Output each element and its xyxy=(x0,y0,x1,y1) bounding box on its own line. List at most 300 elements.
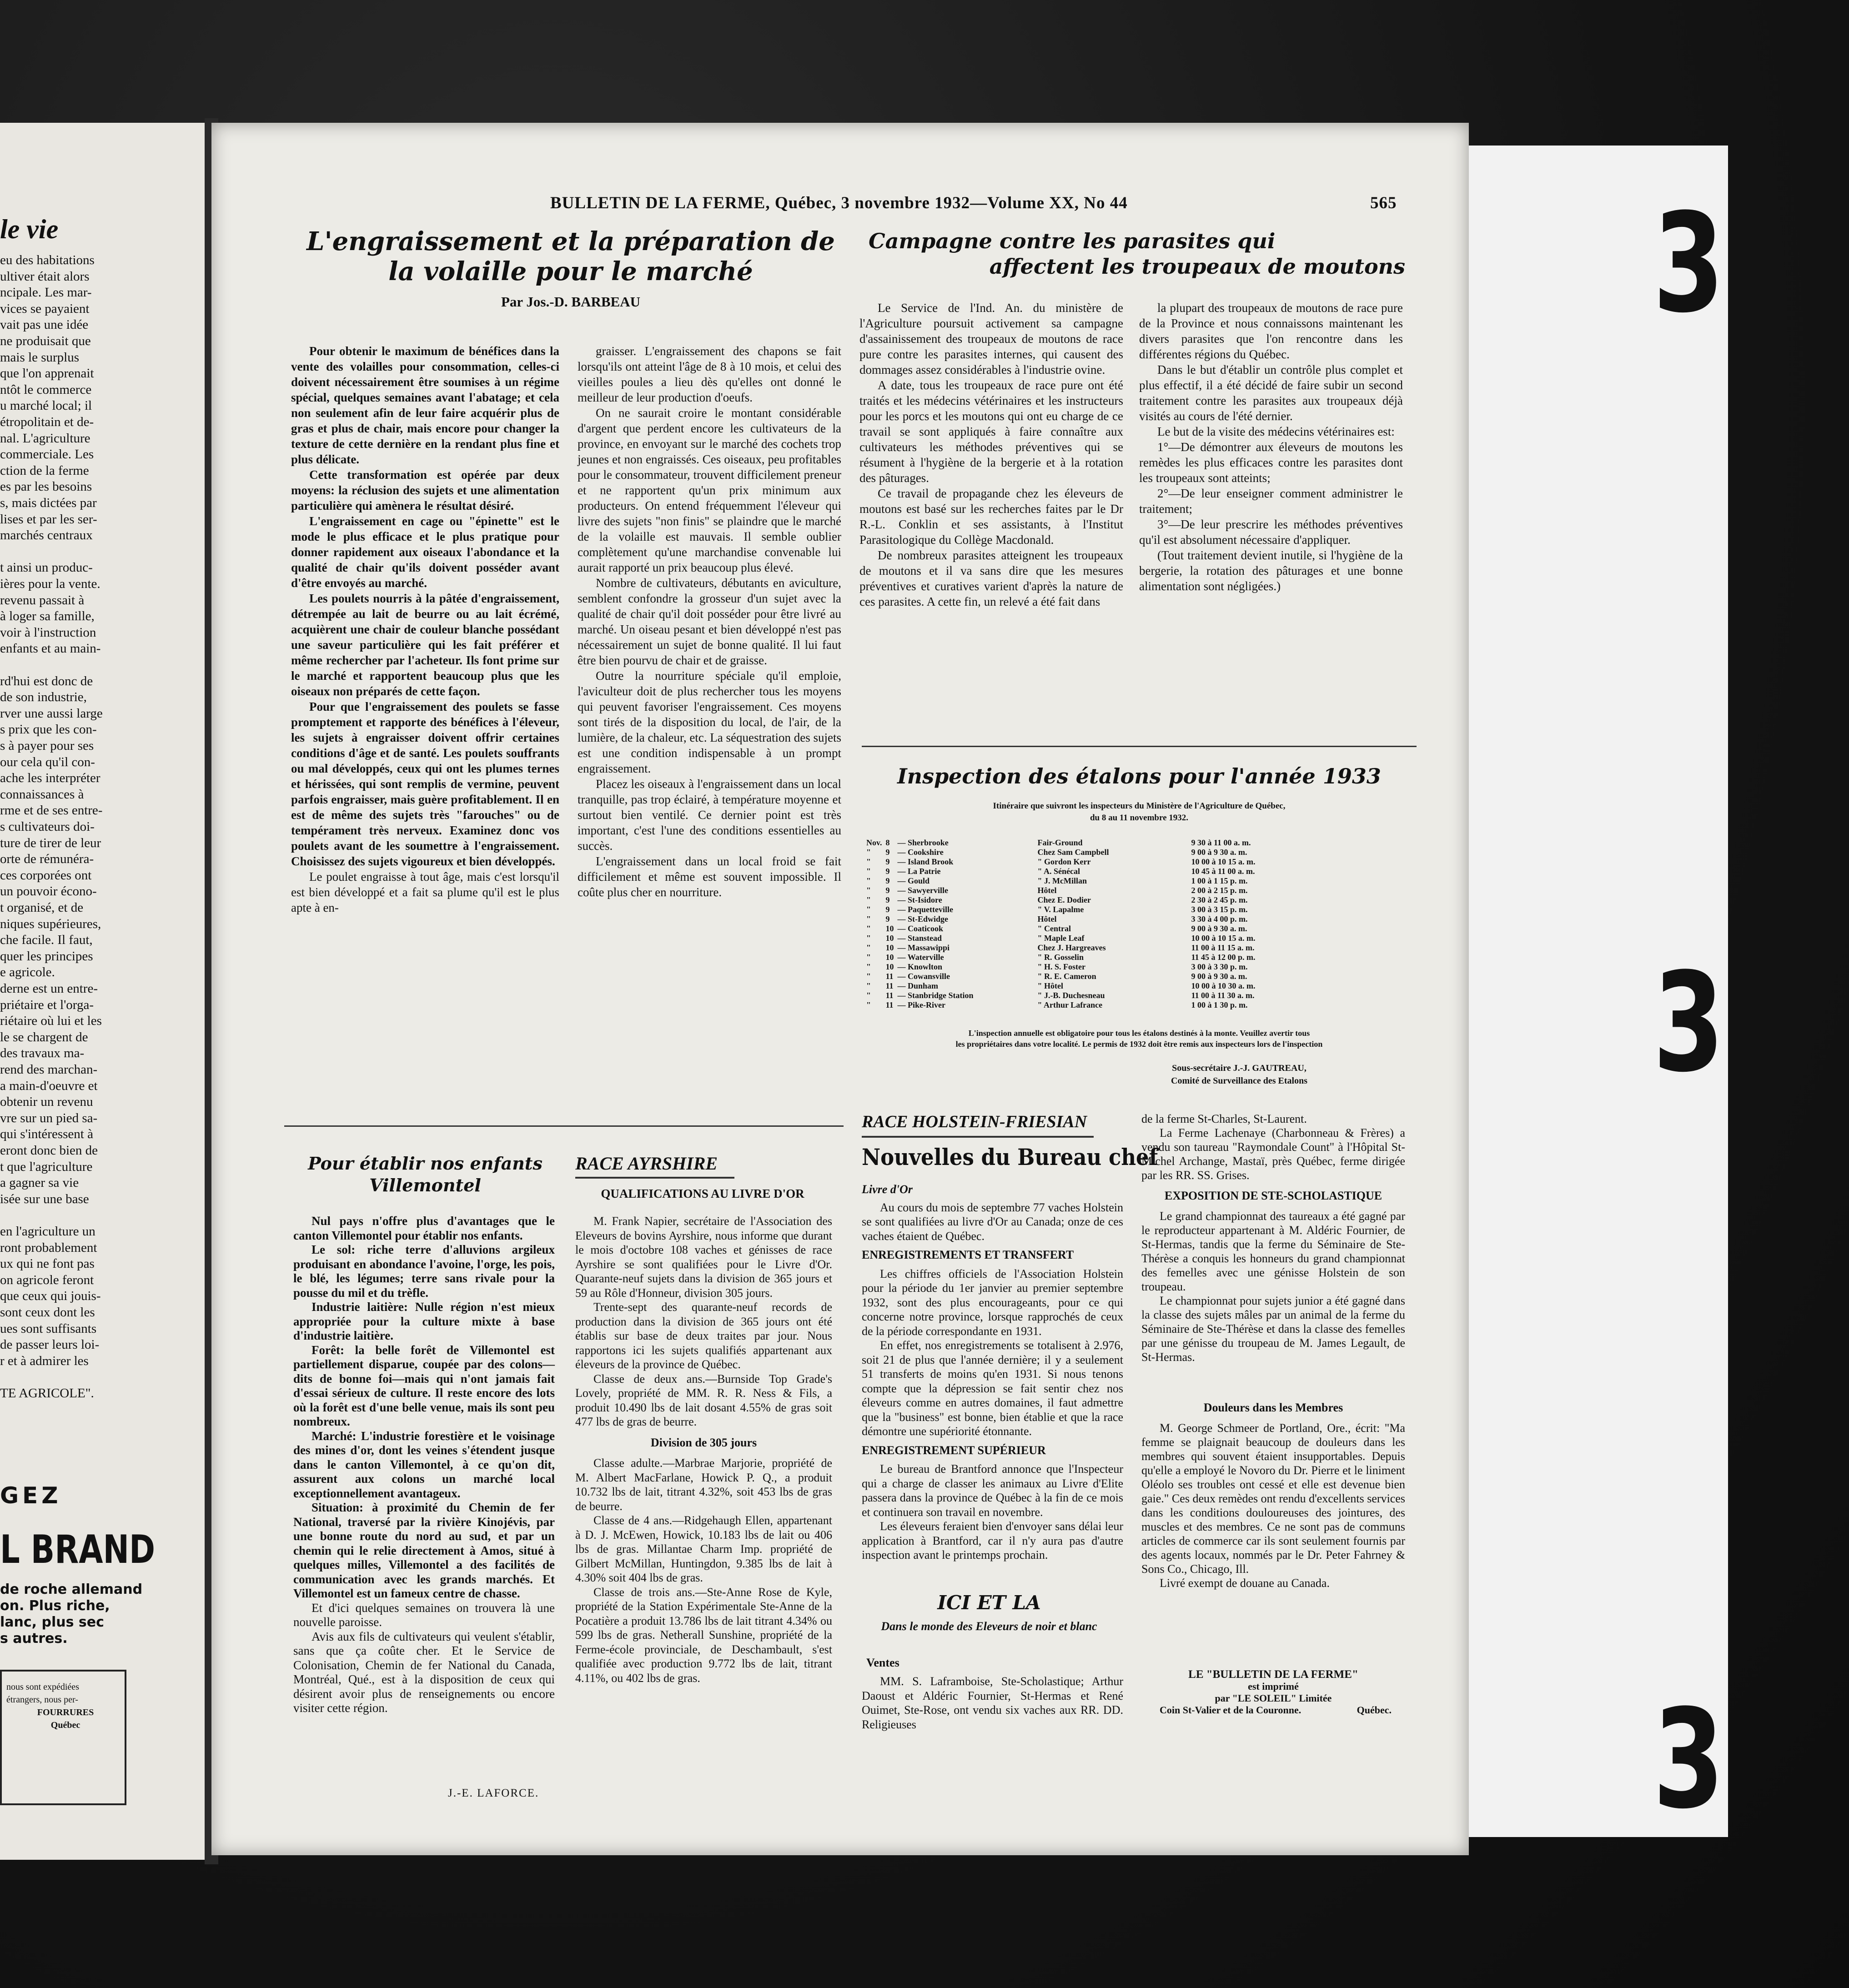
inspection-cell: 11 xyxy=(885,972,894,981)
paragraph: Placez les oiseaux à l'engraissement dans un local tranquille, pas trop éclairé, à température moyenne et surtout bien ventilé. Ce dernier point est très important, c'est l'une des conditions essentielles au succès. xyxy=(578,777,841,853)
inspection-cell: 3 00 à 3 30 p. m. xyxy=(1191,962,1248,971)
inspection-cell: — Island Brook xyxy=(897,857,954,866)
inspection-cell: " xyxy=(866,953,871,962)
holstein-kicker: RACE HOLSTEIN-FRIESIAN xyxy=(862,1112,1087,1131)
article-villemontel-body xyxy=(293,1214,555,1716)
paragraph: Et d'ici quelques semaines on trouvera là une nouvelle paroisse. xyxy=(293,1601,555,1629)
paragraph: De nombreux parasites atteignent les troupeaux de moutons et il va sans dire que les mesures préventives et curatives varient d'après la nature de ces parasites. A cette fin, un relevé a été fait dans xyxy=(859,548,1123,608)
inspection-cell: 9 00 à 9 30 a. m. xyxy=(1191,924,1247,933)
paragraph: Industrie laitière: Nulle région n'est mieux appropriée pour la culture mixte à base d'industrie laitière. xyxy=(293,1300,555,1342)
left-page-line: ières pour la vente. xyxy=(0,577,100,591)
inspection-cell: 8 xyxy=(885,838,890,847)
paragraph: Forêt: la belle forêt de Villemontel est partiellement disparue, coupée par des colons—dits de bonne foi—mais qui n'ont jamais fait d'essai sérieux de culture. Il reste encore des lots où la forêt est d'une belle venue, mais ils sont peu nombreux. xyxy=(293,1343,555,1428)
holstein-kicker-rule xyxy=(862,1136,1094,1138)
ici-et-la-subtitle: Dans le monde des Eleveurs de noir et blanc xyxy=(881,1620,1097,1633)
left-page-line: a gagner sa vie xyxy=(0,1175,79,1190)
colophon xyxy=(1141,1669,1405,1716)
left-page-line: rend des marchan- xyxy=(0,1062,98,1077)
inspection-cell: Chez J. Hargreaves xyxy=(1037,943,1106,952)
paragraph: Classe de 4 ans.—Ridgehaugh Ellen, appartenant à D. J. McEwen, Howick, 10.183 lbs de lait ou 406 lbs de gras. Millantae Charm Imp. propriété de Gilbert McMillan, Huntingdon, 9.385 lbs de lait à 4.30% soit 404 lbs de gras. xyxy=(575,1514,832,1584)
inspection-cell: 9 xyxy=(885,895,890,904)
inspection-note xyxy=(862,1028,1417,1049)
inspection-cell: " xyxy=(866,848,871,857)
paragraph: Avis aux fils de cultivateurs qui veulent s'établir, sans que ça coûte cher. Et le Service de Colonisation, Chemin de fer National du Canada, Montréal, Qué., est à la disposition de ceux qui désirent avoir plus de renseignements ou encore visiter cette région. xyxy=(293,1629,555,1715)
left-page-line: t que l'agriculture xyxy=(0,1159,93,1174)
inspection-cell: 11 xyxy=(885,981,894,990)
paragraph: 2°—De leur enseigner comment administrer le traitement; xyxy=(1139,487,1403,516)
left-page-line: TE AGRICOLE". xyxy=(0,1386,94,1401)
inspection-cell: 9 xyxy=(885,848,890,857)
continuation-p0: de la ferme St-Charles, St-Laurent. xyxy=(1141,1112,1307,1125)
continuation-p5: Livré exempt de douane au Canada. xyxy=(1160,1576,1330,1590)
left-page-line: de passer leurs loi- xyxy=(0,1337,100,1352)
left-ad-box-line: Québec xyxy=(50,1720,80,1730)
inspection-cell: — Stanstead xyxy=(897,934,942,943)
left-ad-box-line: FOURRURES xyxy=(37,1707,94,1717)
inspection-row xyxy=(866,886,1259,895)
inspection-cell: 9 xyxy=(885,867,890,876)
holstein-title: Nouvelles du Bureau chef xyxy=(862,1144,1158,1170)
colophon-line2: est imprimé xyxy=(1248,1681,1299,1692)
inspection-note-line1: L'inspection annuelle est obligatoire pour tous les étalons destinés à la monte. Veuillez avertir tous xyxy=(968,1029,1310,1038)
inspection-cell: 11 00 à 11 15 a. m. xyxy=(1191,943,1255,952)
left-page-line: es par les besoins xyxy=(0,479,92,494)
paragraph: On ne saurait croire le montant considérable d'argent que perdent encore les cultivateurs de la province, en envoyant sur le marché des cochets trop jeunes et non engraissés. Ces oiseaux, peu profitables pour le consommateur, trouvent difficilement preneur et ne rapportent qu'un prix minimum aux producteurs. On entend fréquemment l'éleveur qui livre des sujets "non finis" se plaindre que le marché de la volaille est mauvais. Il semble oublier complètement qu'une marchandise convenable lui aurait rapporté un prix beaucoup plus élevé. xyxy=(578,406,841,574)
left-ad-line: s autres. xyxy=(0,1631,68,1647)
inspection-cell: — Coaticook xyxy=(897,924,944,933)
left-page-line: t ainsi un produc- xyxy=(0,560,93,575)
left-page-line: ces corporées ont xyxy=(0,868,92,883)
left-page-line: on agricole feront xyxy=(0,1272,94,1287)
inspection-subtitle-line2: du 8 au 11 novembre 1932. xyxy=(1090,813,1189,823)
article-poultry-title-line2: la volaille pour le marché xyxy=(388,256,753,286)
ayrshire-body xyxy=(575,1214,832,1685)
inspection-cell: 1 00 à 1 30 p. m. xyxy=(1191,1000,1248,1009)
inspection-cell: " xyxy=(866,867,871,876)
inspection-cell: 10 00 à 10 15 a. m. xyxy=(1191,857,1256,866)
continuation-p1: La Ferme Lachenaye (Charbonneau & Frères) a vendu son taureau "Raymondale Count" à l'Hôpital St-Michel Archange, Mastaï, près Québec, ferme dirigée par les RR. SS. Grises. xyxy=(1141,1126,1405,1182)
left-page-line: s cultivateurs doi- xyxy=(0,819,95,834)
left-page-line: des travaux ma- xyxy=(0,1046,85,1061)
inspection-row xyxy=(866,905,1259,914)
card-mark-1: 3 xyxy=(1653,184,1724,343)
continuation-p4: M. George Schmeer de Portland, Ore., écrit: "Ma femme se plaignait beaucoup de douleurs dans les membres qui souvent étaient insupportables. Depuis qu'elle a employé le Novoro du Dr. Pierre et le liniment Oléolo ses troubles ont cessé et elle est devenue bien gaie." Ces deux remèdes ont rendu d'excellents services dans les conditions douloureuses des jointures, des muscles et des membres. Ce ne sont pas de communs articles de commerce car ils sont seulement fournis par des agents locaux, nommés par le Dr. Peter Fahrney & Sons Co., Chicago, Ill. xyxy=(1141,1421,1405,1576)
left-ad-box xyxy=(0,1670,126,1805)
inspection-cell: " xyxy=(866,943,871,952)
inspection-row xyxy=(866,991,1259,1000)
inspection-cell: " xyxy=(866,934,871,943)
article-villemontel-title xyxy=(293,1153,557,1196)
paragraph: Le poulet engraisse à tout âge, mais c'est lorsqu'il est bien développé et a fait sa plume qu'il est le plus apte à en- xyxy=(291,870,559,914)
ici-et-la-sales-head: Ventes xyxy=(866,1656,899,1669)
left-page-line: le se chargent de xyxy=(0,1029,88,1044)
inspection-cell: Hôtel xyxy=(1037,914,1057,924)
left-page-line: u marché local; il xyxy=(0,398,92,413)
left-page-line: qui s'intéressent à xyxy=(0,1127,93,1142)
ici-et-la-sales-text xyxy=(862,1674,1123,1732)
inspection-cell: 10 xyxy=(885,924,894,933)
left-page-line: rd'hui est donc de xyxy=(0,673,93,688)
left-page-line: rver une aussi large xyxy=(0,706,103,721)
left-page-line: ntôt le commerce xyxy=(0,382,92,397)
inspection-cell: " xyxy=(866,962,871,971)
left-page-line: ne produisait que xyxy=(0,334,91,348)
article-villemontel-title-line2: Villemontel xyxy=(369,1175,481,1195)
inspection-cell: " xyxy=(866,972,871,981)
inspection-cell: " xyxy=(866,876,871,885)
inspection-cell: — Stanbridge Station xyxy=(897,991,974,1000)
left-page-line: ction de la ferme xyxy=(0,463,89,478)
colophon-line4: Coin St-Valier et de la Couronne. xyxy=(1160,1704,1301,1716)
paragraph: Classe adulte.—Marbrae Marjorie, propriété de M. Albert MacFarlane, Howick P. Q., a produit 10.732 lbs de lait, titrant 4.32%, soit 453 lbs de gras de beurre. xyxy=(575,1456,832,1513)
paragraph: Pour obtenir le maximum de bénéfices dans la vente des volailles pour consommation, celles-ci doivent nécessairement être soumises à un régime spécial, quelques semaines avant l'abatage; et cela non seulement afin de leur faire acquérir plus de gras et plus de chair, mais encore pour changer la texture de cette dernière en la rendant plus fine et plus délicate. xyxy=(291,344,559,466)
card-mark-3: 3 xyxy=(1653,1680,1724,1839)
paragraph: Ce travail de propagande chez les éleveurs de moutons est basé sur les recherches faites par le Dr R.-L. Conklin et ses assistants, à l'Institut Parasitologique du Collège Macdonald. xyxy=(859,487,1123,547)
left-page-line: t organisé, et de xyxy=(0,900,84,915)
left-page-line: commerciale. Les xyxy=(0,447,94,462)
paragraph: Marché: L'industrie forestière et le voisinage des mines d'or, dont les veines s'étendent jusque dans le canton Villemontel, à ce qu'on dit, assurent aux colons un marché local exceptionnellement avantageux. xyxy=(293,1429,555,1500)
left-page-line: connaissances à xyxy=(0,787,84,802)
inspection-cell: 10 00 à 10 15 a. m. xyxy=(1191,934,1256,943)
ayrshire-kicker: RACE AYRSHIRE xyxy=(575,1153,718,1174)
left-ad-heading: GEZ xyxy=(0,1482,62,1509)
left-page-line: eu des habitations xyxy=(0,253,95,267)
left-page-line: ache les interpréter xyxy=(0,771,100,786)
inspection-cell: " xyxy=(866,981,871,990)
inspection-cell: Chez E. Dodier xyxy=(1037,895,1091,904)
article-poultry-title-line1: L'engraissement et la préparation de xyxy=(306,226,835,256)
paragraph: Cette transformation est opérée par deux moyens: la réclusion des sujets et une alimentation particulière qui amènera le résultat désiré. xyxy=(291,468,559,512)
inspection-cell: Chez Sam Campbell xyxy=(1037,848,1109,857)
left-page-line: vait pas une idée xyxy=(0,317,89,332)
left-page-line: r et à admirer les xyxy=(0,1353,89,1368)
left-ad-line: on. Plus riche, xyxy=(0,1598,110,1614)
left-page-line: riétaire où lui et les xyxy=(0,1014,102,1029)
inspection-note-line2: les propriétaires dans votre localité. Le permis de 1932 doit être remis aux inspecteurs lors de l'inspection xyxy=(955,1039,1323,1049)
left-page-line: s à payer pour ses xyxy=(0,738,94,753)
left-page-line: ront probablement xyxy=(0,1240,97,1255)
left-page-line: voir à l'instruction xyxy=(0,625,96,640)
article-parasites-title-line2: affectent les troupeaux de moutons xyxy=(989,254,1405,279)
inspection-title: Inspection des étalons pour l'année 1933 xyxy=(897,764,1381,788)
article-parasites-column-2 xyxy=(1139,300,1403,594)
colophon-line3: par "LE SOLEIL" Limitée xyxy=(1215,1692,1332,1704)
inspection-row xyxy=(866,953,1259,962)
inspection-cell: — Cookshire xyxy=(897,848,944,857)
colophon-line5: Québec. xyxy=(1357,1704,1392,1716)
left-page-line: ultiver était alors xyxy=(0,269,90,284)
left-page-line: s prix que les con- xyxy=(0,722,97,737)
paragraph: Nombre de cultivateurs, débutants en aviculture, semblent confondre la grosseur d'un sujet avec la qualité de chair qu'il doit posséder pour être livré au marché. Un oiseau pesant et bien développé n'est pas nécessairement un sujet de bonne qualité. Il lui faut être bien pourvu de chair et de graisse. xyxy=(578,576,841,667)
inspection-cell: 3 00 à 3 15 p. m. xyxy=(1191,905,1248,914)
inspection-cell: — Knowlton xyxy=(897,962,943,971)
inspection-cell: " Hôtel xyxy=(1037,981,1063,990)
inspection-row xyxy=(866,934,1259,943)
paragraph: graisser. L'engraissement des chapons se fait lorsqu'ils ont atteint l'âge de 8 à 10 mois, et celui des vieilles poules a lieu dès qu'elles ont donné le meilleur de leur production d'oeufs. xyxy=(578,344,841,404)
paragraph: la plupart des troupeaux de moutons de race pure de la Province et nous connaissons maintenant les divers parasites que l'on rencontre dans les différentes régions du Québec. xyxy=(1139,301,1403,361)
paragraph: M. Frank Napier, secrétaire de l'Association des Eleveurs de bovins Ayrshire, nous informe que durant le mois d'octobre 108 vaches et génisses de race Ayrshire se sont qualifiées pour le Livre d'Or. Quarante-neuf sujets dans la division de 365 jours et 59 au Rôle d'Honneur, division 305 jours. xyxy=(575,1215,832,1300)
holstein-p4: Le bureau de Brantford annonce que l'Inspecteur qui a charge de classer les animaux au Livre d'Elite passera dans la province de Québec à la fin de ce mois et continuera son travail en novembre. xyxy=(862,1462,1123,1519)
left-page-line: our cela qu'il con- xyxy=(0,754,95,769)
left-page-line: quer les principes xyxy=(0,949,93,964)
paragraph: Les poulets nourris à la pâtée d'engraissement, détrempée au lait de beurre ou au lait écrémé, acquièrent une chair de couleur blanche possédant une saveur particulière qui les fait préférer et même rechercher par l'acheteur. Ils font prime sur le marché et rapportent beaucoup plus que les oiseaux non préparés de cette façon. xyxy=(291,592,559,698)
left-ad-line: de roche allemand xyxy=(0,1581,143,1597)
inspection-cell: " R. Gosselin xyxy=(1037,953,1084,962)
paragraph: A date, tous les troupeaux de race pure ont été traités et les médecins vétérinaires et les instructeurs pour les porcs et les moutons qui ont eu charge de ce travail se sont appliqués à faire connaître aux cultivateurs les méthodes préventives qui se résument à l'hygiène de la bergerie et à la rotation des pâturages. xyxy=(859,378,1123,485)
left-page-line: orte de rémunéra- xyxy=(0,852,94,867)
section-divider-left xyxy=(284,1125,844,1127)
inspection-cell: " xyxy=(866,1000,871,1009)
left-page-line: étropolitain et de- xyxy=(0,415,94,429)
inspection-row xyxy=(866,876,1259,886)
inspection-cell: 10 xyxy=(885,943,894,952)
left-ad xyxy=(0,1482,205,1805)
holstein-p1: Au cours du mois de septembre 77 vaches Holstein se sont qualifiées au livre d'Or au Canada; onze de ces vaches étaient de Québec. xyxy=(862,1200,1123,1243)
inspection-cell: — Cowansville xyxy=(897,972,950,981)
left-page-line: que ceux qui jouis- xyxy=(0,1289,101,1304)
ayrshire-kicker-rule xyxy=(575,1177,734,1179)
inspection-top-rule xyxy=(862,746,1417,747)
inspection-cell: " Arthur Lafrance xyxy=(1037,1000,1103,1009)
left-page-title: le vie xyxy=(0,214,59,244)
inspection-cell: — Waterville xyxy=(897,953,944,962)
left-page-line: eront donc bien de xyxy=(0,1143,98,1158)
continuation-sub1: EXPOSITION DE STE-SCHOLASTIQUE xyxy=(1164,1189,1382,1202)
left-page-line: à loger sa famille, xyxy=(0,609,95,624)
inspection-cell: 9 xyxy=(885,857,890,866)
inspection-row xyxy=(866,924,1259,934)
left-page-line: un pouvoir écono- xyxy=(0,884,97,899)
paragraph: (Tout traitement devient inutile, si l'hygiène de la bergerie, la rotation des pâturages et une bonne alimentation sont négligées.) xyxy=(1139,548,1403,593)
inspection-cell: " xyxy=(866,924,871,933)
ici-et-la-sales-paragraph: MM. S. Laframboise, Ste-Scholastique; Arthur Daoust et Aldéric Fournier, St-Hermas et René Ouimet, Ste-Rose, ont vendu six vaches aux RR. DD. Religieuses xyxy=(862,1675,1123,1731)
paragraph: Dans le but d'établir un contrôle plus complet et plus effectif, il a été décidé de faire subir un second traitement contre les parasites aux troupeaux déjà visités au cours de l'été dernier. xyxy=(1139,363,1403,423)
ici-et-la-title: ICI ET LA xyxy=(937,1591,1041,1614)
inspection-subtitle-line1: Itinéraire que suivront les inspecteurs du Ministère de l'Agriculture de Québec, xyxy=(993,801,1286,811)
inspection-schedule-table xyxy=(866,838,1259,1010)
inspection-cell: " V. Lapalme xyxy=(1037,905,1084,914)
inspection-cell: 9 00 à 9 30 a. m. xyxy=(1191,972,1247,981)
inspection-row xyxy=(866,857,1259,867)
inspection-row xyxy=(866,848,1259,857)
left-page-line: lises et par les ser- xyxy=(0,512,97,527)
left-page-line: de son industrie, xyxy=(0,690,87,705)
article-poultry-column-1 xyxy=(291,343,559,915)
inspection-cell: — Pike-River xyxy=(897,1000,945,1009)
inspection-subtitle xyxy=(862,800,1417,824)
left-page-line: mais le surplus xyxy=(0,350,79,365)
paragraph: Nul pays n'offre plus d'avantages que le canton Villemontel pour établir nos enfants. xyxy=(293,1214,555,1242)
article-poultry-column-2 xyxy=(578,343,841,900)
inspection-cell: " xyxy=(866,914,871,924)
inspection-row xyxy=(866,1000,1259,1010)
left-page-line: s, mais dictées par xyxy=(0,496,97,510)
inspection-cell: — Gould xyxy=(897,876,930,885)
inspection-cell: 11 xyxy=(885,991,894,1000)
inspection-cell: 10 xyxy=(885,962,894,971)
holstein-continuation-body xyxy=(1141,1112,1405,1590)
paragraph: Trente-sept des quarante-neuf records de production dans la division de 365 jours ont été établis sur base de deux traites par jour. Nous rapportons ici les sujets qualifiés appartenant aux éleveurs de la province de Québec. xyxy=(575,1300,832,1371)
inspection-cell: — Massawippi xyxy=(897,943,950,952)
inspection-cell: Nov. xyxy=(866,838,882,847)
left-page-line: vre sur un pied sa- xyxy=(0,1110,98,1125)
paragraph: Situation: à proximité du Chemin de fer National, traversé par la rivière Kinojévis, par une bonne route du nord au sud, et par un chemin qui le relie directement à Amos, situé à quelques milles, Villemontel a des facilités de communication avec les grands marchés. Et Villemontel est un fameux centre de chasse. xyxy=(293,1501,555,1600)
inspection-cell: 10 xyxy=(885,953,894,962)
inspection-row xyxy=(866,981,1259,991)
page-number: 565 xyxy=(1370,194,1397,212)
holstein-sub3: ENREGISTREMENT SUPÉRIEUR xyxy=(862,1443,1046,1457)
continuation-p3: Le championnat pour sujets junior a été gagné dans la classe des sujets mâles par un animal de la ferme du Séminaire de Ste-Thérèse et dans la classe des femelles par une génisse du troupeau de M. James Legault, de St-Hermas. xyxy=(1141,1294,1405,1364)
inspection-cell: " xyxy=(866,991,871,1000)
inspection-signature-line2: Comité de Surveillance des Etalons xyxy=(1171,1076,1307,1086)
left-ad-box-line: nous sont expédiées xyxy=(6,1682,79,1692)
paragraph: Classe de deux ans.—Burnside Top Grade's Lovely, propriété de MM. R. R. Ness & Fils, a produit 10.490 lbs de lait dosant 4.55% de gras soit 477 lbs de gras de beurre. xyxy=(575,1372,832,1428)
paragraph: Classe de trois ans.—Ste-Anne Rose de Kyle, propriété de la Station Expérimentale Ste-Anne de la Pocatière a produit 13.786 lbs de lait titrant 4.34% ou 599 lbs de gras. Netherall Sunshine, propriété de la Ferme-école provinciale, de Deschambault, s'est qualifiée avec production 9.772 lbs de lait, titrant 4.11%, ou 402 lbs de gras. xyxy=(575,1585,832,1685)
inspection-cell: 11 45 à 12 00 p. m. xyxy=(1191,953,1256,962)
article-poultry-byline: Par Jos.-D. BARBEAU xyxy=(501,294,640,310)
article-poultry-title xyxy=(291,226,850,286)
article-parasites-title-line1: Campagne contre les parasites qui xyxy=(869,229,1276,253)
paragraph: L'engraissement en cage ou "épinette" est le mode le plus efficace et le plus pratique pour donner rapidement aux oiseaux l'abondance et la qualité de chair qu'ils doivent posséder avant d'être envoyés au marché. xyxy=(291,514,559,590)
paragraph: Le but de la visite des médecins vétérinaires est: xyxy=(1157,425,1395,438)
left-page-line: ux qui ne font pas xyxy=(0,1256,95,1271)
paragraph: Le Service de l'Ind. An. du ministère de l'Agriculture poursuit activement sa campagne d'assainissement des troupeaux de moutons de race pure contre les parasites internes, qui causent des dommages assez considérables à l'industrie ovine. xyxy=(859,301,1123,377)
inspection-row xyxy=(866,914,1259,924)
left-partial-page xyxy=(0,123,205,1860)
inspection-cell: " A. Sénécal xyxy=(1037,867,1080,876)
ayrshire-subhead-2: Division de 305 jours xyxy=(650,1436,757,1449)
inspection-cell: 9 30 à 11 00 a. m. xyxy=(1191,838,1251,847)
paragraph: Outre la nourriture spéciale qu'il emploie, l'aviculteur doit de plus rechercher tous les moyens qui peuvent favoriser l'engraissement. Ces moyens sont tirés de la disposition du local, de l'air, de la lumière, de la chaleur, etc. La séquestration des sujets est une condition indispensable à un prompt engraissement. xyxy=(578,669,841,775)
paragraph: 3°—De leur prescrire les méthodes préventives qu'il est absolument nécessaire d'appliquer. xyxy=(1139,517,1403,547)
left-page-line: enfants et au main- xyxy=(0,641,101,656)
left-page-line: che facile. Il faut, xyxy=(0,933,93,948)
calibration-card xyxy=(1469,146,1728,1837)
inspection-cell: — Dunham xyxy=(897,981,939,990)
inspection-cell: — Sawyerville xyxy=(897,886,948,895)
left-page-line: e agricole. xyxy=(0,965,55,980)
left-page-line: que l'on apprenait xyxy=(0,366,94,381)
paragraph: Pour que l'engraissement des poulets se fasse promptement et rapporte des bénéfices à l'éleveur, les sujets à engraisser doivent offrir certaines conditions d'âge et de santé. Les poulets souffrants ou mal développés, ceux qui ont les plumes ternes et hérissées, qui sont remplis de vermine, peuvent parfois engraisser, mais guère profitablement. Il en est de même des sujets très "farouches" ou de tempérament très nerveux. Examinez donc vos poulets avant de les soumettre à l'engraissement. Choisissez des sujets vigoureux et bien développés. xyxy=(291,700,559,868)
article-villemontel-title-line1: Pour établir nos enfants xyxy=(308,1153,543,1174)
left-ad-brand: L BRAND xyxy=(0,1527,156,1572)
ayrshire-subhead: QUALIFICATIONS AU LIVRE D'OR xyxy=(601,1187,804,1200)
inspection-cell: — St-Isidore xyxy=(897,895,942,904)
left-page-line: a main-d'oeuvre et xyxy=(0,1078,98,1093)
inspection-cell: 9 xyxy=(885,905,890,914)
left-page-line: ture de tirer de leur xyxy=(0,835,101,850)
inspection-cell: — Sherbrooke xyxy=(897,838,949,847)
holstein-p2: Les chiffres officiels de l'Association Holstein pour la période du 1er janvier au premier septembre 1932, sont des plus encourageants, pour ce qui concerne notre province, lorsque rapprochés de ceux de la période correspondante en 1931. xyxy=(862,1267,1123,1338)
holstein-p3: En effet, nos enregistrements se totalisent à 2.976, soit 21 de plus que l'année dernière; il y a seulement 51 transferts de moins qu'en 1931. Si nous tenons compte que la dépression se fait sentir chez nos éleveurs comme en autres domaines, il faut admettre que la "business" est bonne, bien établie et que la race démontre une supériorité étonnante. xyxy=(862,1339,1123,1438)
inspection-cell: " J. McMillan xyxy=(1037,876,1087,885)
inspection-signature-line1: Sous-secrétaire J.-J. GAUTREAU, xyxy=(1172,1063,1306,1073)
colophon-line1: LE "BULLETIN DE LA FERME" xyxy=(1188,1668,1358,1681)
inspection-cell: " J.-B. Duchesneau xyxy=(1037,991,1105,1000)
inspection-cell: " xyxy=(866,895,871,904)
inspection-row xyxy=(866,943,1259,953)
left-ad-box-line: étrangers, nous per- xyxy=(6,1695,78,1705)
inspection-cell: Hôtel xyxy=(1037,886,1057,895)
left-page-line: sont ceux dont les xyxy=(0,1305,95,1320)
inspection-cell: — Paquetteville xyxy=(897,905,953,914)
running-header: BULLETIN DE LA FERME, Québec, 3 novembre 1932—Volume XX, No 44 xyxy=(550,194,1128,212)
continuation-p2: Le grand championnat des taureaux a été gagné par le reproducteur appartenant à M. Aldéric Fournier, de St-Hermas, tandis que la ferme du Séminaire de Ste-Thérèse a conquis les honneurs du grand championnat des femelles avec une génisse Holstein de son troupeau. xyxy=(1141,1210,1405,1293)
holstein-body xyxy=(862,1182,1123,1562)
left-page-line: priétaire et l'orga- xyxy=(0,997,94,1012)
inspection-cell: — La Patrie xyxy=(897,867,941,876)
inspection-cell: 9 00 à 9 30 a. m. xyxy=(1191,848,1247,857)
inspection-row xyxy=(866,972,1259,981)
inspection-cell: 10 xyxy=(885,934,894,943)
left-page-line: obtenir un revenu xyxy=(0,1094,93,1109)
paragraph: Le sol: riche terre d'alluvions argileux produisant en abondance l'avoine, l'orge, les pois, le blé, les légumes; terre sans rivale pour la pousse du mil et du trèfle. xyxy=(293,1243,555,1300)
left-page-line: marchés centraux xyxy=(0,528,93,543)
continuation-sub2: Douleurs dans les Membres xyxy=(1203,1401,1343,1414)
left-page-line: derne est un entre- xyxy=(0,981,98,996)
left-page-line: niques supérieures, xyxy=(0,916,101,931)
inspection-cell: 2 00 à 2 15 p. m. xyxy=(1191,886,1248,895)
inspection-cell: " H. S. Foster xyxy=(1037,962,1085,971)
main-page xyxy=(211,123,1469,1855)
holstein-sub2: ENREGISTREMENTS ET TRANSFERT xyxy=(862,1248,1074,1261)
inspection-cell: " xyxy=(866,905,871,914)
inspection-cell: 9 xyxy=(885,876,890,885)
inspection-row xyxy=(866,838,1259,848)
inspection-cell: 1 00 à 1 15 p. m. xyxy=(1191,876,1248,885)
inspection-signature xyxy=(1171,1062,1307,1087)
inspection-row xyxy=(866,895,1259,905)
paragraph: 1°—De démontrer aux éleveurs de moutons les remèdes les plus efficaces contre les parasites dont les troupeaux sont atteints; xyxy=(1139,440,1403,485)
holstein-p5: Les éleveurs feraient bien d'envoyer sans délai leur application à Brantford, car il n'y aura pas d'autre inspection avant le printemps prochain. xyxy=(862,1520,1123,1561)
inspection-cell: " xyxy=(866,857,871,866)
inspection-cell: 11 xyxy=(885,1000,894,1009)
left-page-line: revenu passait à xyxy=(0,592,85,607)
inspection-cell: — St-Edwidge xyxy=(897,914,949,924)
inspection-cell: " R. E. Cameron xyxy=(1037,972,1096,981)
card-mark-2: 3 xyxy=(1653,944,1724,1102)
left-page-line: nal. L'agriculture xyxy=(0,431,90,446)
inspection-cell: 9 xyxy=(885,914,890,924)
left-page-line: en l'agriculture un xyxy=(0,1224,95,1239)
left-page-line: ncipale. Les mar- xyxy=(0,285,92,300)
article-villemontel-signature: J.-E. LAFORCE. xyxy=(448,1787,539,1799)
inspection-cell: " Maple Leaf xyxy=(1037,934,1085,943)
left-ad-copy xyxy=(0,1581,205,1647)
inspection-cell: 9 xyxy=(885,886,890,895)
inspection-row xyxy=(866,867,1259,876)
inspection-cell: 3 30 à 4 00 p. m. xyxy=(1191,914,1248,924)
left-page-line: rme et de ses entre- xyxy=(0,803,103,818)
left-page-line: isée sur une base xyxy=(0,1191,89,1206)
inspection-cell: " Central xyxy=(1037,924,1071,933)
article-parasites-column-1 xyxy=(859,300,1123,609)
inspection-cell: 11 00 à 11 30 a. m. xyxy=(1191,991,1255,1000)
left-page-line: vices se payaient xyxy=(0,301,90,316)
inspection-cell: 2 30 à 2 45 p. m. xyxy=(1191,895,1248,904)
paragraph: L'engraissement dans un local froid se fait difficilement et même est souvent impossible. Il coûte plus cher en nourriture. xyxy=(578,854,841,899)
inspection-cell: 10 45 à 11 00 a. m. xyxy=(1191,867,1255,876)
left-page-line: ues sont suffisants xyxy=(0,1321,97,1336)
inspection-row xyxy=(866,962,1259,972)
inspection-cell: " Gordon Kerr xyxy=(1037,857,1091,866)
article-parasites-title xyxy=(859,228,1419,279)
inspection-cell: Fair-Ground xyxy=(1037,838,1083,847)
holstein-sub1: Livre d'Or xyxy=(862,1183,913,1196)
left-ad-line: lanc, plus sec xyxy=(0,1614,104,1630)
inspection-cell: " xyxy=(866,886,871,895)
inspection-cell: 10 00 à 10 30 a. m. xyxy=(1191,981,1256,990)
